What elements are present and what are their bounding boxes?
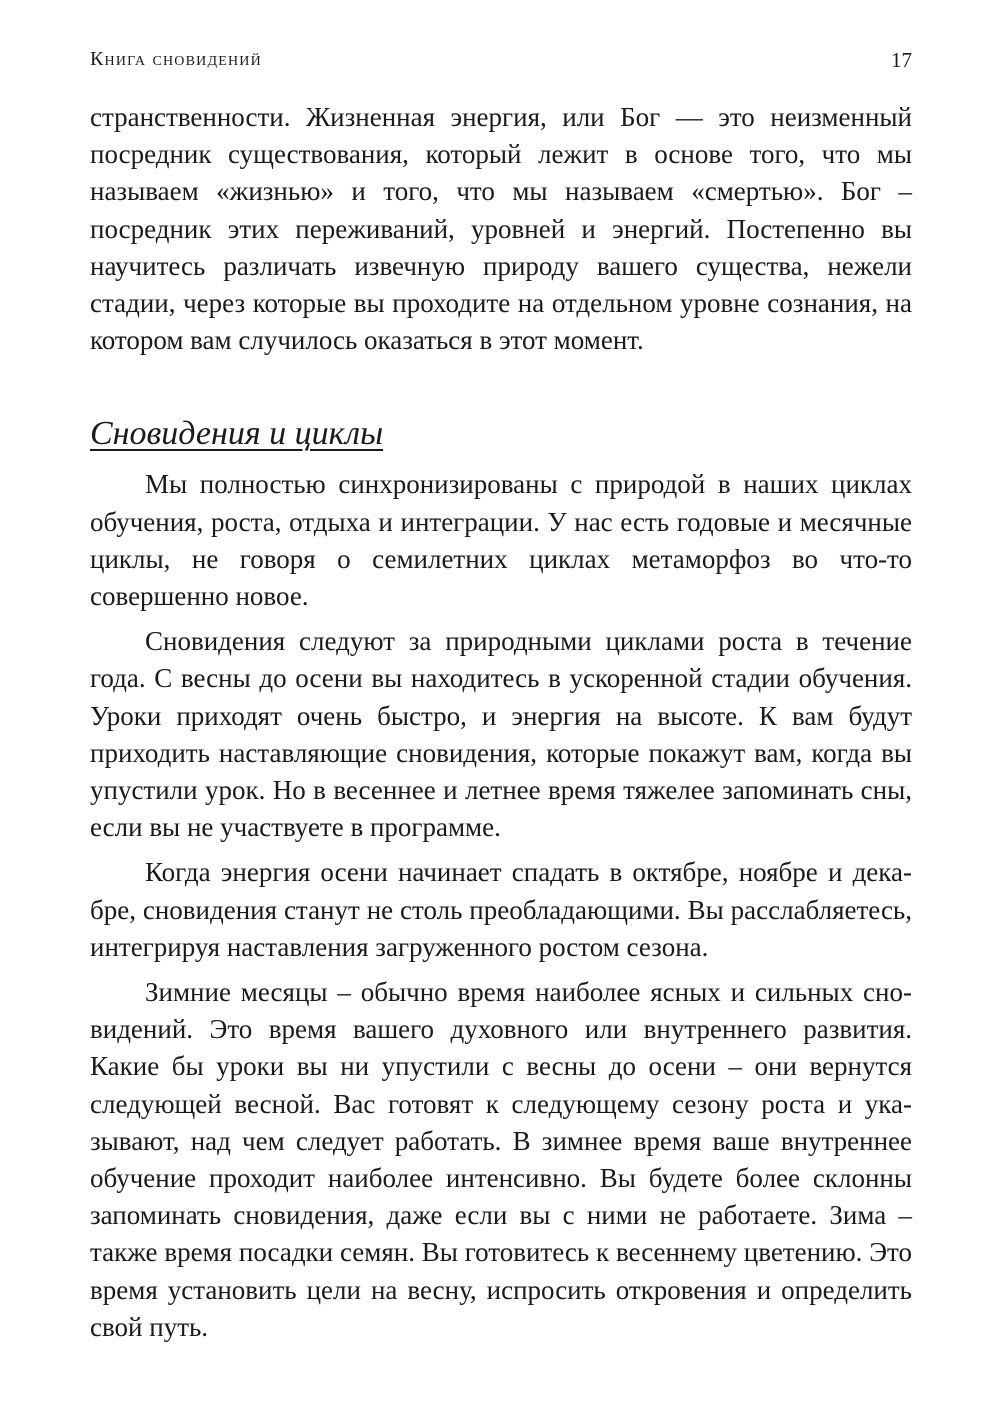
page-number: 17 bbox=[891, 48, 912, 72]
paragraph: Мы полностью синхронизированы с природой в наших циклах обучения, роста, отдыха и интеграции. У нас есть годовые и месячные циклы, не говоря о семилетних циклах метаморфоз во что-то совершенно новое. bbox=[90, 469, 912, 612]
paragraph: Зимние месяцы – обычно время наиболее ясных и сильных сновидений. Это время вашего духовного или внутреннего развития. Какие бы уроки вы ни упустили с весны до осени – они вернутся следующей весной. Вас готовят к следующему сезону роста и указывают, над чем следует работать. В зимнее время ваше внутреннее обучение проходит наиболее интенсивно. Вы будете более склонны запоминать сновидения, даже если вы с ними не работаете. Зима – также время посадки семян. Вы готовитесь к весеннему цветению. Это время установить цели на весну, испросить откровения и определить свой путь. bbox=[90, 977, 912, 1342]
page-body bbox=[90, 99, 912, 1346]
continuation-paragraph: странственности. Жизненная энергия, или Бог — это неизменный посредник существования, который лежит в основе того, что мы называем «жизнью» и того, что мы называем «смертью». Бог – посредник этих переживаний, уровней и энергий. Постепенно вы научитесь различать извечную природу вашего существа, нежели стадии, через которые вы проходите на отдельном уровне сознания, на котором вам случилось оказаться в этот момент. bbox=[90, 102, 912, 356]
paragraph: Сновидения следуют за природными циклами роста в течение года. С весны до осени вы находитесь в ускоренной стадии обучения. Уроки приходят очень быстро, и энергия на высоте. К вам будут приходить наставляющие сновидения, которые покажут вам, когда вы упустили урок. Но в весеннее и летнее время тяжелее запоминать сны, если вы не участвуете в программе. bbox=[90, 626, 912, 843]
paragraph: Когда энергия осени начинает спадать в октябре, ноябре и декабре, сновидения станут не столь преобладающими. Вы расслабляетесь, интегрируя наставления загруженного ростом сезона. bbox=[90, 857, 912, 962]
section-heading: Сновидения и циклы bbox=[90, 415, 384, 453]
running-title: Книга сновидений bbox=[90, 48, 262, 70]
running-header bbox=[90, 48, 912, 78]
